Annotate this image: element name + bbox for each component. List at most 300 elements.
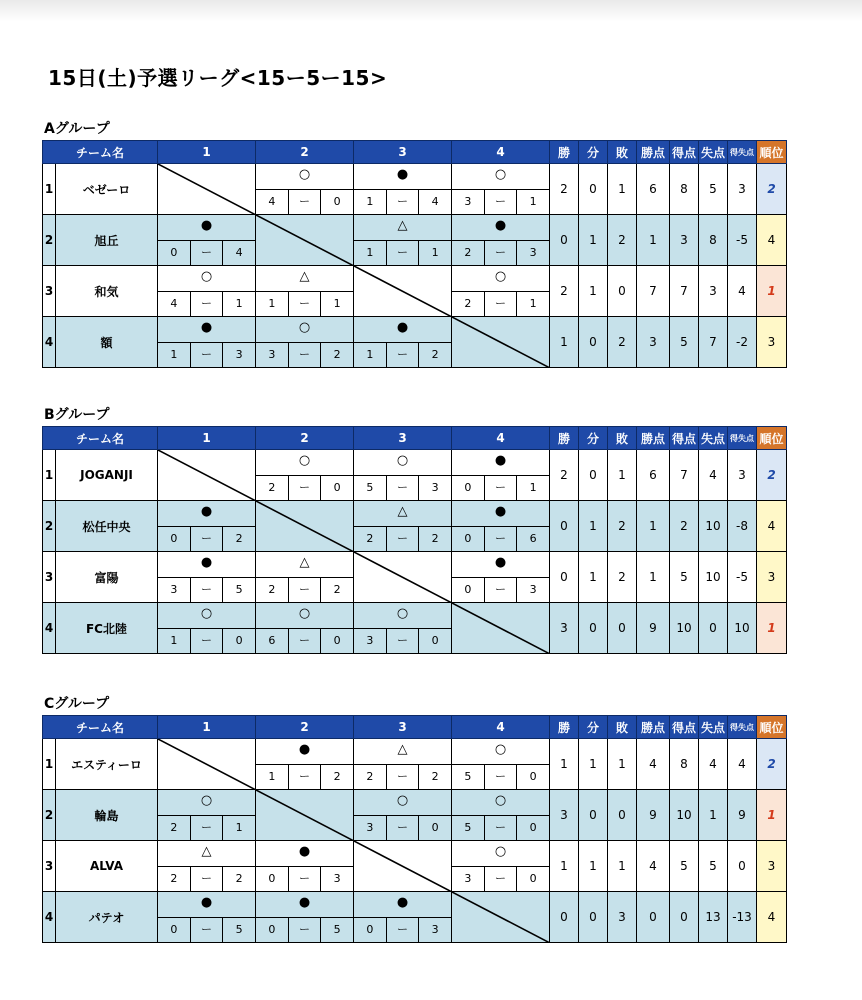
team-number: 3: [43, 841, 56, 892]
result-mark-icon: ○: [396, 793, 409, 808]
score-value: 1: [268, 770, 276, 783]
stat-value: 2: [608, 501, 637, 552]
stat-header: 分: [579, 427, 608, 450]
stat-value: 2: [670, 501, 699, 552]
stat-value: 1: [550, 841, 579, 892]
match-score: [256, 577, 353, 602]
stat-header: 勝点: [637, 427, 670, 450]
match-result-cell: [354, 164, 452, 215]
score-value: 0: [464, 532, 472, 545]
score-value: 3: [170, 583, 178, 596]
stat-value: 4: [728, 266, 757, 317]
stat-value: 0: [637, 892, 670, 943]
score-separator: ー: [386, 918, 420, 942]
score-separator: ー: [484, 867, 518, 891]
score-value: 1: [366, 195, 374, 208]
stat-value: 1: [579, 266, 608, 317]
stat-value: 7: [637, 266, 670, 317]
stat-value: 7: [670, 266, 699, 317]
stat-header: 勝: [550, 427, 579, 450]
score-value: 0: [431, 821, 439, 834]
opponent-column-header: 4: [452, 427, 550, 450]
stat-value: 7: [699, 317, 728, 368]
match-score: [158, 291, 255, 316]
match-result-cell: [354, 790, 452, 841]
match-result-cell: [452, 739, 550, 790]
stat-header: 得失点: [728, 716, 757, 739]
self-match-cell: [256, 215, 354, 266]
score-separator: ー: [484, 190, 518, 214]
result-mark-icon: ○: [298, 167, 311, 182]
result-mark-icon: ○: [494, 269, 507, 284]
team-name: パテオ: [56, 892, 158, 943]
self-match-cell: [452, 603, 550, 654]
match-result-cell: [452, 164, 550, 215]
self-match-cell: [256, 501, 354, 552]
team-name: FC北陸: [56, 603, 158, 654]
opponent-column-header: 1: [158, 716, 256, 739]
match-result-cell: [158, 552, 256, 603]
opponent-column-header: 4: [452, 141, 550, 164]
stat-header: 失点: [699, 427, 728, 450]
rank-value: 2: [757, 739, 787, 790]
opponent-column-header: 1: [158, 427, 256, 450]
stat-value: 1: [550, 739, 579, 790]
rank-value: 4: [757, 892, 787, 943]
score-value: 1: [529, 481, 537, 494]
score-separator: ー: [288, 867, 322, 891]
stat-value: 0: [579, 603, 608, 654]
stat-value: 2: [608, 317, 637, 368]
stat-value: 0: [550, 501, 579, 552]
stat-value: 0: [608, 603, 637, 654]
score-value: 2: [464, 246, 472, 259]
score-value: 4: [268, 195, 276, 208]
match-score: [452, 815, 549, 840]
result-mark-icon: ●: [298, 844, 311, 859]
stat-value: 1: [637, 552, 670, 603]
team-name: 輪島: [56, 790, 158, 841]
score-value: 2: [333, 583, 341, 596]
stat-value: 9: [728, 790, 757, 841]
team-name-header: チーム名: [43, 716, 158, 739]
match-score: [354, 475, 451, 500]
stat-header: 失点: [699, 141, 728, 164]
stat-value: 9: [637, 790, 670, 841]
match-result-cell: [158, 790, 256, 841]
score-separator: ー: [190, 292, 224, 316]
score-value: 3: [366, 821, 374, 834]
score-separator: ー: [190, 241, 224, 265]
team-number: 3: [43, 552, 56, 603]
match-score: [354, 240, 451, 265]
score-value: 2: [431, 348, 439, 361]
score-value: 1: [170, 634, 178, 647]
result-mark-icon: △: [201, 844, 212, 859]
stat-value: 4: [637, 841, 670, 892]
self-match-cell: [452, 892, 550, 943]
stat-value: 0: [579, 317, 608, 368]
stat-value: -5: [728, 215, 757, 266]
stat-value: 3: [637, 317, 670, 368]
match-score: [452, 764, 549, 789]
score-value: 0: [529, 872, 537, 885]
result-mark-icon: ○: [298, 320, 311, 335]
match-score: [354, 526, 451, 551]
stat-header: 得点: [670, 427, 699, 450]
team-row: [43, 552, 787, 603]
result-mark-icon: ●: [396, 167, 409, 182]
stat-value: 1: [579, 841, 608, 892]
stat-value: -5: [728, 552, 757, 603]
team-name: エスティーロ: [56, 739, 158, 790]
score-separator: ー: [386, 476, 420, 500]
stat-value: 0: [579, 450, 608, 501]
match-result-cell: [354, 603, 452, 654]
score-value: 1: [366, 246, 374, 259]
stat-value: 10: [728, 603, 757, 654]
score-value: 3: [333, 872, 341, 885]
stat-value: 1: [579, 215, 608, 266]
score-value: 4: [235, 246, 243, 259]
match-score: [354, 189, 451, 214]
stat-value: 3: [550, 790, 579, 841]
result-mark-icon: △: [299, 269, 310, 284]
match-result-cell: [256, 266, 354, 317]
score-value: 1: [170, 348, 178, 361]
stat-value: 10: [670, 790, 699, 841]
team-number: 4: [43, 603, 56, 654]
score-value: 2: [431, 532, 439, 545]
score-value: 2: [333, 348, 341, 361]
match-score: [452, 526, 549, 551]
score-separator: ー: [190, 527, 224, 551]
match-result-cell: [354, 501, 452, 552]
result-mark-icon: ○: [494, 793, 507, 808]
team-number: 4: [43, 892, 56, 943]
opponent-column-header: 3: [354, 427, 452, 450]
score-value: 0: [170, 532, 178, 545]
match-score: [256, 764, 353, 789]
match-result-cell: [354, 739, 452, 790]
match-result-cell: [158, 892, 256, 943]
match-score: [158, 866, 255, 891]
stat-value: 3: [728, 450, 757, 501]
match-score: [256, 189, 353, 214]
match-result-cell: [256, 892, 354, 943]
score-value: 2: [366, 770, 374, 783]
score-separator: ー: [288, 918, 322, 942]
score-separator: ー: [386, 190, 420, 214]
stat-value: 10: [699, 552, 728, 603]
result-mark-icon: ●: [200, 320, 213, 335]
stat-header: 分: [579, 716, 608, 739]
match-score: [158, 917, 255, 942]
result-mark-icon: ●: [396, 320, 409, 335]
stat-value: 1: [699, 790, 728, 841]
score-value: 5: [235, 583, 243, 596]
rank-value: 1: [757, 266, 787, 317]
result-mark-icon: ○: [494, 844, 507, 859]
match-score: [158, 628, 255, 653]
stat-value: 1: [608, 164, 637, 215]
team-name: 松任中央: [56, 501, 158, 552]
match-score: [354, 764, 451, 789]
team-number: 3: [43, 266, 56, 317]
score-value: 0: [268, 923, 276, 936]
match-result-cell: [354, 317, 452, 368]
score-value: 3: [268, 348, 276, 361]
score-value: 3: [431, 923, 439, 936]
result-mark-icon: ○: [200, 793, 213, 808]
result-mark-icon: ○: [396, 606, 409, 621]
score-value: 5: [464, 770, 472, 783]
score-value: 5: [366, 481, 374, 494]
result-mark-icon: ●: [200, 555, 213, 570]
result-mark-icon: ●: [494, 555, 507, 570]
score-value: 3: [529, 583, 537, 596]
match-score: [452, 189, 549, 214]
score-value: 1: [268, 297, 276, 310]
team-name: 和気: [56, 266, 158, 317]
match-score: [354, 628, 451, 653]
score-value: 0: [366, 923, 374, 936]
rank-value: 3: [757, 552, 787, 603]
stat-value: -13: [728, 892, 757, 943]
match-result-cell: [256, 739, 354, 790]
score-value: 1: [529, 195, 537, 208]
stat-header: 分: [579, 141, 608, 164]
score-separator: ー: [484, 241, 518, 265]
score-value: 0: [529, 821, 537, 834]
score-value: 2: [366, 532, 374, 545]
match-result-cell: [256, 164, 354, 215]
stat-header: 勝点: [637, 141, 670, 164]
stat-value: 3: [608, 892, 637, 943]
score-separator: ー: [484, 527, 518, 551]
score-separator: ー: [386, 343, 420, 367]
result-mark-icon: ○: [298, 606, 311, 621]
score-separator: ー: [386, 765, 420, 789]
match-score: [354, 342, 451, 367]
match-result-cell: [452, 501, 550, 552]
stat-value: 10: [699, 501, 728, 552]
self-match-cell: [158, 450, 256, 501]
result-mark-icon: ●: [200, 218, 213, 233]
match-score: [452, 577, 549, 602]
stat-value: 1: [608, 841, 637, 892]
score-value: 5: [235, 923, 243, 936]
rank-value: 2: [757, 450, 787, 501]
result-mark-icon: ●: [200, 504, 213, 519]
stat-value: 5: [670, 552, 699, 603]
match-result-cell: [354, 892, 452, 943]
score-value: 0: [333, 481, 341, 494]
match-score: [158, 815, 255, 840]
score-separator: ー: [484, 816, 518, 840]
match-score: [452, 291, 549, 316]
opponent-column-header: 3: [354, 141, 452, 164]
match-score: [256, 866, 353, 891]
stat-value: 1: [579, 501, 608, 552]
stat-value: 1: [637, 215, 670, 266]
score-separator: ー: [288, 578, 322, 602]
match-score: [256, 342, 353, 367]
score-value: 3: [464, 195, 472, 208]
score-value: 2: [235, 532, 243, 545]
stat-value: 3: [550, 603, 579, 654]
match-score: [256, 475, 353, 500]
stat-header: 得失点: [728, 427, 757, 450]
match-result-cell: [256, 317, 354, 368]
self-match-cell: [354, 552, 452, 603]
result-mark-icon: ●: [494, 218, 507, 233]
match-result-cell: [354, 215, 452, 266]
score-value: 0: [170, 923, 178, 936]
stat-value: 4: [699, 739, 728, 790]
team-name: JOGANJI: [56, 450, 158, 501]
stat-value: 0: [550, 215, 579, 266]
score-value: 0: [235, 634, 243, 647]
match-result-cell: [158, 266, 256, 317]
result-mark-icon: ○: [494, 167, 507, 182]
match-score: [452, 475, 549, 500]
stat-value: 6: [637, 164, 670, 215]
stat-value: 2: [608, 215, 637, 266]
match-result-cell: [158, 215, 256, 266]
score-value: 0: [268, 872, 276, 885]
stat-value: 1: [608, 739, 637, 790]
team-row: [43, 501, 787, 552]
stat-value: 0: [608, 790, 637, 841]
score-separator: ー: [484, 578, 518, 602]
stat-value: 3: [670, 215, 699, 266]
score-value: 1: [235, 821, 243, 834]
score-value: 6: [529, 532, 537, 545]
rank-value: 1: [757, 603, 787, 654]
stat-header: 得点: [670, 141, 699, 164]
match-result-cell: [452, 552, 550, 603]
stat-header: 失点: [699, 716, 728, 739]
score-value: 2: [170, 821, 178, 834]
opponent-column-header: 1: [158, 141, 256, 164]
stat-value: 0: [579, 164, 608, 215]
score-value: 2: [431, 770, 439, 783]
result-mark-icon: ●: [298, 895, 311, 910]
stat-header: 勝: [550, 716, 579, 739]
stat-value: 0: [579, 790, 608, 841]
self-match-cell: [354, 841, 452, 892]
page-title: 15日(土)予選リーグ<15ー5ー15>: [48, 66, 388, 90]
stat-value: 2: [608, 552, 637, 603]
match-result-cell: [354, 450, 452, 501]
match-score: [256, 628, 353, 653]
team-row: [43, 841, 787, 892]
stat-value: 0: [699, 603, 728, 654]
stat-value: 0: [728, 841, 757, 892]
stat-value: 6: [637, 450, 670, 501]
stat-value: 7: [670, 450, 699, 501]
result-mark-icon: ●: [494, 453, 507, 468]
score-value: 1: [529, 297, 537, 310]
result-mark-icon: ○: [298, 453, 311, 468]
stat-value: 4: [699, 450, 728, 501]
team-row: [43, 892, 787, 943]
stat-header: 順位: [757, 141, 787, 164]
stat-value: 5: [699, 164, 728, 215]
self-match-cell: [158, 739, 256, 790]
match-score: [354, 917, 451, 942]
score-value: 4: [170, 297, 178, 310]
stat-value: 2: [550, 266, 579, 317]
team-row: [43, 215, 787, 266]
opponent-column-header: 3: [354, 716, 452, 739]
match-result-cell: [452, 215, 550, 266]
team-row: [43, 450, 787, 501]
team-row: [43, 739, 787, 790]
match-score: [256, 917, 353, 942]
result-mark-icon: ●: [298, 742, 311, 757]
self-match-cell: [158, 164, 256, 215]
rank-value: 3: [757, 317, 787, 368]
match-score: [158, 526, 255, 551]
score-separator: ー: [386, 629, 420, 653]
score-separator: ー: [484, 765, 518, 789]
score-value: 3: [464, 872, 472, 885]
match-result-cell: [452, 450, 550, 501]
score-separator: ー: [386, 527, 420, 551]
group-label: Bグループ: [44, 407, 110, 423]
score-separator: ー: [190, 629, 224, 653]
match-score: [452, 240, 549, 265]
stat-header: 得点: [670, 716, 699, 739]
match-result-cell: [452, 266, 550, 317]
score-separator: ー: [288, 765, 322, 789]
self-match-cell: [354, 266, 452, 317]
team-number: 2: [43, 501, 56, 552]
stat-value: 0: [550, 552, 579, 603]
top-band: [0, 0, 862, 22]
stat-header: 敗: [608, 427, 637, 450]
opponent-column-header: 4: [452, 716, 550, 739]
score-value: 4: [431, 195, 439, 208]
score-separator: ー: [190, 816, 224, 840]
stat-value: 13: [699, 892, 728, 943]
match-score: [452, 866, 549, 891]
score-value: 1: [366, 348, 374, 361]
stat-value: 8: [670, 164, 699, 215]
stat-value: 1: [608, 450, 637, 501]
stat-value: 3: [728, 164, 757, 215]
score-value: 1: [333, 297, 341, 310]
score-value: 0: [431, 634, 439, 647]
stat-value: 2: [550, 164, 579, 215]
team-row: [43, 317, 787, 368]
team-name-header: チーム名: [43, 427, 158, 450]
score-separator: ー: [190, 578, 224, 602]
group-label: Cグループ: [44, 696, 110, 712]
score-separator: ー: [190, 918, 224, 942]
score-separator: ー: [190, 867, 224, 891]
stat-value: 0: [550, 892, 579, 943]
score-separator: ー: [288, 292, 322, 316]
stat-value: 4: [728, 739, 757, 790]
stat-value: 1: [550, 317, 579, 368]
stat-value: 3: [699, 266, 728, 317]
result-mark-icon: ○: [200, 269, 213, 284]
team-number: 1: [43, 164, 56, 215]
match-result-cell: [158, 501, 256, 552]
